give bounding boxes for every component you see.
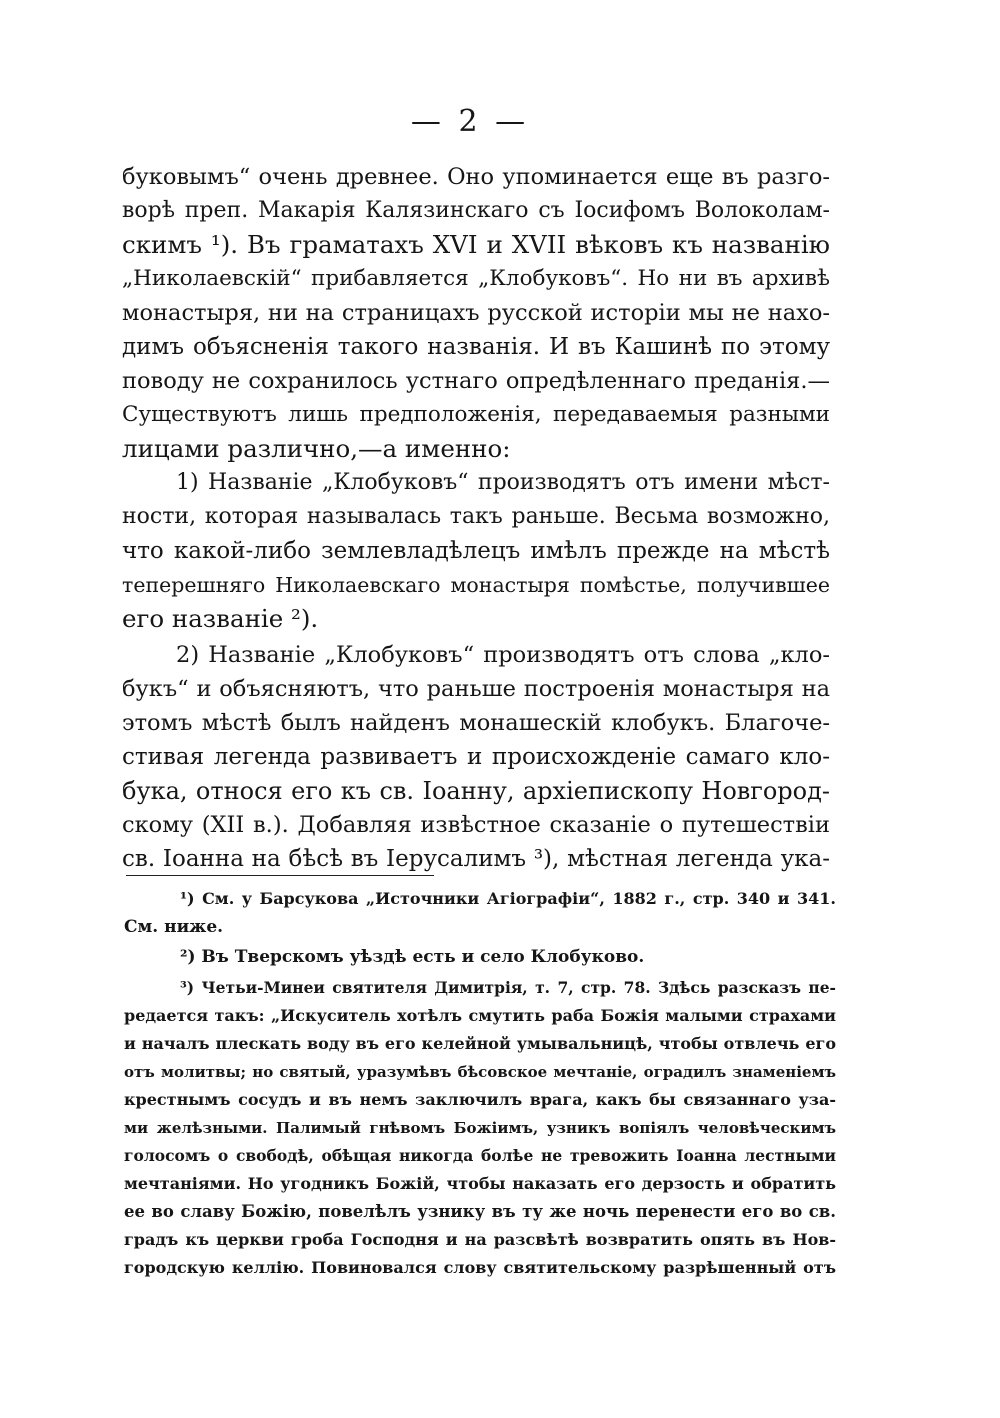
body-line: буковымъ“ очень древнее. Оно упоминается еще въ разго- (122, 164, 830, 190)
body-line: скому (XII в.). Добавляя извѣстное сказаніе о путешествіи (122, 812, 830, 838)
body-line: св. Іоанна на бѣсѣ въ Іерусалимъ ³), мѣстная легенда ука- (122, 846, 830, 872)
page-number: — 2 — (410, 104, 530, 139)
footnote-line: и началъ плескать воду въ его келейной умывальницѣ, чтобы отвлечь его (124, 1034, 836, 1053)
footnote-line: ми желѣзными. Палимый гнѣвомъ Божіимъ, узникъ вопіялъ человѣческимъ (124, 1119, 836, 1137)
body-line: его названіе ²). (122, 604, 319, 633)
footnote-line: ¹) См. у Барсукова „Источники Агіографіи“, 1882 г., стр. 340 и 341. (180, 889, 836, 908)
body-line: теперешняго Николаевскаго монастыря помѣстье, получившее (122, 573, 830, 597)
footnote-line: городскую келлію. Повиновался слову святительскому разрѣшенный отъ (124, 1258, 836, 1277)
body-line: букъ“ и объясняютъ, что раньше построенія монастыря на (122, 676, 830, 702)
body-line: Существуютъ лишь предположенія, передаваемыя разными (122, 402, 830, 427)
body-line: ворѣ преп. Макарія Калязинскаго съ Іосифомъ Волоколам- (122, 198, 830, 223)
footnote-separator (126, 875, 434, 876)
footnote-line: ее во славу Божію, повелѣлъ узнику въ ту же ночь перенести его во св. (124, 1202, 836, 1221)
footnote-line: отъ молитвы; но святый, уразумѣвъ бѣсовское мечтаніе, оградилъ знаменіемъ (124, 1063, 836, 1081)
body-line: димъ объясненія такого названія. И въ Кашинѣ по этому (122, 334, 830, 360)
body-line: монастыря, ни на страницахъ русской исторіи мы не нахо- (122, 300, 830, 326)
paragraph-first-line: 1) Названіе „Клобуковъ“ производятъ отъ имени мѣст- (176, 470, 830, 495)
footnote-line: См. ниже. (124, 917, 224, 937)
footnote-line: мечтаніями. Но угодникъ Божій, чтобы наказать его дерзость и обратить (124, 1174, 836, 1193)
body-line: что какой-либо землевладѣлецъ имѣлъ прежде на мѣстѣ (122, 538, 830, 564)
footnote-line: ²) Въ Тверскомъ уѣздѣ есть и село Клобуково. (180, 947, 645, 967)
footnote-line: градъ къ церкви гроба Господня и на разсвѣтѣ возвратить опять въ Нов- (124, 1230, 836, 1249)
body-line: скимъ ¹). Въ граматахъ XVI и XVII вѣковъ къ названію (122, 230, 830, 259)
body-line: этомъ мѣстѣ былъ найденъ монашескій клобукъ. Благоче- (122, 710, 830, 736)
paragraph-first-line: 2) Названіе „Клобуковъ“ производятъ отъ слова „кло- (176, 642, 830, 668)
footnote-line: редается такъ: „Искуситель хотѣлъ смутить раба Божія малыми страхами (124, 1006, 836, 1025)
body-line: поводу не сохранилось устнаго опредѣленнаго преданія.— (122, 368, 830, 394)
footnote-line: голосомъ о свободѣ, обѣщая никогда болѣе не тревожить Іоанна лестными (124, 1146, 836, 1165)
footnote-line: крестнымъ сосудъ и въ немъ заключилъ врага, какъ бы связаннаго уза- (124, 1090, 836, 1109)
body-line: ности, которая называлась такъ раньше. Весьма возможно, (122, 504, 830, 529)
body-line: стивая легенда развиваетъ и происхожденіе самаго кло- (122, 744, 830, 770)
body-line: „Николаевскій“ прибавляется „Клобуковъ“. Но ни въ архивѣ (122, 266, 830, 291)
body-line: бука, относя его къ св. Іоанну, архіепископу Новгород- (122, 777, 830, 805)
footnote-line: ³) Четьи-Минеи святителя Димитрія, т. 7, стр. 78. Здѣсь разсказъ пе- (180, 978, 836, 997)
body-line: лицами различно,—а именно: (122, 434, 511, 463)
